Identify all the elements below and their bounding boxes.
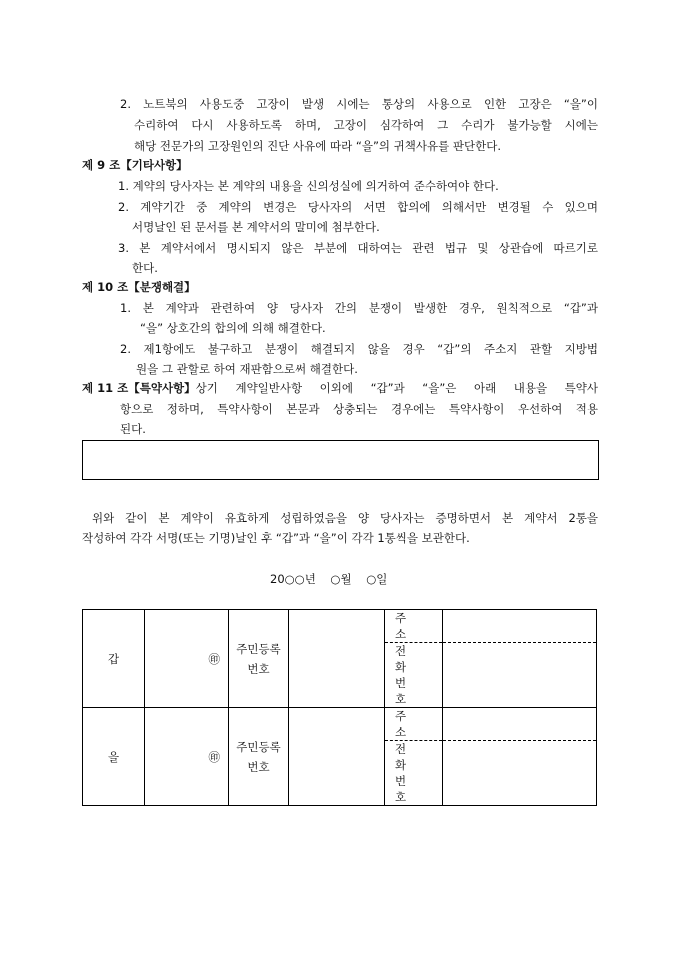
article-9-title: 제 9 조【기타사항】 — [82, 158, 188, 172]
article-11-title: 제 11 조【특약사항】 — [82, 381, 196, 395]
phone-label-2: 번 호 — [395, 774, 417, 804]
clause-line: 2. 제1항에도 불구하고 분쟁이 해결되지 않을 경우 “갑”의 주소지 관할 지방법 — [120, 342, 598, 356]
id-number-field[interactable] — [289, 708, 385, 806]
clause-line: 해당 전문가의 고장원인의 진단 사유에 따라 “을”의 귀책사유를 판단한다. — [134, 139, 501, 153]
signature-table — [82, 609, 597, 806]
id-number-label: 주민등록번호 — [229, 708, 289, 806]
closing-line: 작성하여 각각 서명(또는 기명)날인 후 “갑”과 “을”이 각각 1통씩을 보관한다. — [82, 531, 470, 545]
clause-line: 된다. — [120, 422, 146, 436]
party-name: 갑 — [83, 610, 145, 708]
contact-fields[interactable] — [443, 708, 597, 806]
clause-line: 상기 계약일반사항 이외에 “갑”과 “을”은 아래 내용을 특약사 — [195, 381, 598, 395]
party-name: 을 — [83, 708, 145, 806]
article-10-title: 제 10 조【분쟁해결】 — [82, 280, 196, 294]
clause-line: 원을 그 관할로 하여 재판함으로써 해결한다. — [136, 362, 358, 376]
phone-field[interactable] — [443, 741, 596, 805]
seal-mark: ㊞ — [145, 610, 229, 708]
clause-line: 항으로 정하며, 특약사항이 본문과 상충되는 경우에는 특약사항이 우선하여 적용 — [120, 402, 598, 416]
article-11-line1 — [82, 380, 598, 396]
clause-line: “을” 상호간의 합의에 의해 해결한다. — [140, 321, 326, 335]
phone-label: 전 화 — [395, 644, 417, 674]
clause-line: 2. 계약기간 중 계약의 변경은 당사자의 서면 합의에 의해서만 변경될 수 있으며 — [118, 200, 598, 214]
address-label: 주 소 — [385, 610, 442, 643]
seal-mark: ㊞ — [145, 708, 229, 806]
table-row — [83, 610, 597, 708]
address-field[interactable] — [443, 708, 596, 741]
clause-line: 한다. — [132, 261, 158, 275]
closing-line: 위와 같이 본 계약이 유효하게 성립하였음을 양 당사자는 증명하면서 본 계약서 2통을 — [92, 511, 598, 525]
phone-field[interactable] — [443, 643, 596, 707]
contact-labels — [385, 708, 443, 806]
address-label: 주 소 — [385, 708, 442, 741]
id-number-field[interactable] — [289, 610, 385, 708]
clause-line: 수리하여 다시 사용하도록 하며, 고장이 심각하여 그 수리가 불가능할 시에는 — [134, 118, 598, 132]
phone-label: 전 화 — [395, 742, 417, 772]
clause-line: 1. 본 계약과 관련하여 양 당사자 간의 분쟁이 발생한 경우, 원칙적으로 “갑”과 — [120, 301, 598, 315]
contact-fields[interactable] — [443, 610, 597, 708]
special-terms-box[interactable] — [82, 440, 599, 480]
clause-line: 1. 계약의 당사자는 본 계약의 내용을 신의성실에 의거하여 준수하여야 한다. — [118, 179, 499, 193]
address-field[interactable] — [443, 610, 596, 643]
clause-line: 서명날인 된 문서를 본 계약서의 말미에 첨부한다. — [132, 220, 380, 234]
phone-label-2: 번 호 — [395, 676, 417, 706]
table-row — [83, 708, 597, 806]
contract-date: 20○○년 ○월 ○일 — [270, 572, 388, 586]
contact-labels — [385, 610, 443, 708]
clause-line: 3. 본 계약서에서 명시되지 않은 부분에 대하여는 관련 법규 및 상관습에 따르기로 — [118, 241, 598, 255]
id-number-label: 주민등록번호 — [229, 610, 289, 708]
clause-line: 2. 노트북의 사용도중 고장이 발생 시에는 통상의 사용으로 인한 고장은 “을”이 — [120, 97, 598, 111]
